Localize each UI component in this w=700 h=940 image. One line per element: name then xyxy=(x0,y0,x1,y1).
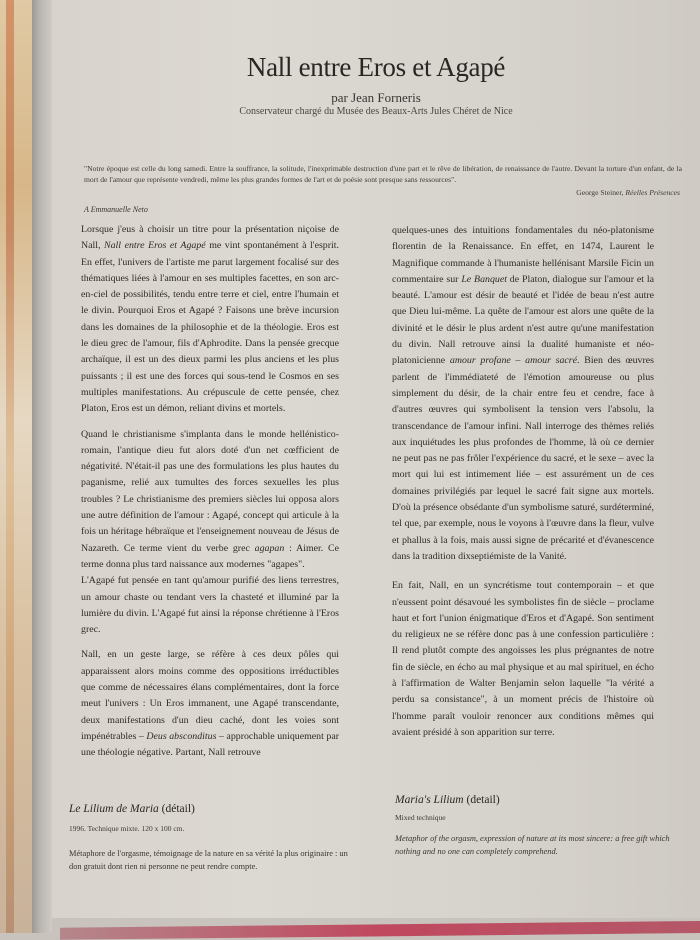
caption-text-fr: Métaphore de l'orgasme, témoignage de la nature en sa vérité la plus originaire : un don gratuit dont rien ni personne ne peut rendre compte. xyxy=(69,849,348,871)
adjacent-page-artwork xyxy=(0,0,32,933)
paragraph xyxy=(392,223,654,565)
text-run: de Platon, dialogue sur l'amour et la beauté. L'amour est désir de beauté et l'idée de beau n'est autre que Dieu lui-même. La quête de l'amour est alors une quête de la divinité et le désir le plus ardent n'est autre qu'une manifestation du divin. Nall retrouve ainsi la dualité humaniste et néo-platonicienne xyxy=(392,273,654,367)
caption-title-fr xyxy=(69,803,195,815)
epigraph-work: Réelles Présences xyxy=(625,188,680,197)
text-run: me vint spontanément à l'esprit. En effet, l'univers de l'artiste me parut largement focalisé sur des thématiques liées à l'amour en ses multiples facettes, en son arc-en-ciel de possibilités, tendu entre terre et ciel, entre l'humain et le divin. Pourquoi Eros et Agapé ? Faisons une brève incursion dans les domaines de la philosophie et de la théologie. Eros est le dieu grec de l'amour, fils d'Aphrodite. Dans la pensée grecque archaïque, il est un des dieux parmi les plus anciens et les plus puissants ; il est une des forces qui sous-tend le Cosmos en ses multiples manifestations. Au crépuscule de cette pensée, chez Platon, Eros est un démon, reliant divins et mortels. xyxy=(81,240,339,415)
paragraph xyxy=(81,647,339,761)
artwork-title: Maria's Lilium xyxy=(395,794,464,806)
text-run: quelques-unes des intuitions fondamentales du néo-platonisme florentin de la Renaissance. En effet, en 1474, Laurent le Magnifique commande à l'humaniste hellénisant Marsile Ficin un commentaire sur xyxy=(392,225,654,285)
epigraph-source xyxy=(576,188,680,197)
article-title: Nall entre Eros et Agapé xyxy=(246,52,506,82)
right-text-column xyxy=(392,223,654,750)
italic-term: amour profane – amour sacré xyxy=(449,355,578,367)
paragraph: L'Agapé fut pensée en tant qu'amour purifié des liens terrestres, un amour chaste ou tendant vers la chasteté et illuminé par la lumière du divin. L'Agapé fut ainsi la réponse chrétienne à l'Eros grec. xyxy=(81,575,339,636)
dedication: A Emmanuelle Neto xyxy=(84,205,148,214)
italic-term: agapan xyxy=(254,542,285,554)
caption-text-en: Metaphor of the orgasm, expression of nature at its most sincere: a free gift which nothing and no one can completely comprehend. xyxy=(395,834,670,856)
text-run: . Bien des œuvres parlent de l'immédiateté de l'émotion amoureuse ou plus simplement du désir, de la chair entre feu et cendre, face à d'autres œuvres qui symbolisent la tension vers l'absolu, la transcendance de l'amour infini. Nall interroge des thèmes reliés aux inquiétudes les plus profondes de l'homme, là où ce dernier ne peut pas ne pas frôler l'expérience du sacré, et le sexe – avec la mort qui lui est intimement liée – est assurément un de ces domaines privilégiés par lequel le sacré fait signe aux mortels. D'où la présence obsédante d'un symbolisme saturé, surdéterminé, tel que, par exemple, nous le voyons à l'œuvre dans la fleur, vulve et phallus à la fois, mais aussi signe de précarité et d'évanescence dans la tradition dixseptiémiste de la Vanité. xyxy=(392,355,654,562)
book-page xyxy=(52,0,700,918)
text-run: Quand le christianisme s'implanta dans le monde hellénistico-romain, l'antique dieu fut alors doté d'un net cœfficient de négativité. N'était-il pas une des formulations les plus hautes du paganisme, relié aux tumultes des forces sexuelles les plus troubles ? Le christianisme des premiers siècles lui opposa alors une autre définition de l'amour : Agapé, concept qui articule à la fois un héritage hébraïque et l'enseignement nouveau de Jésus de Nazareth. Ce terme vient du verbe grec xyxy=(81,428,339,554)
table-edge xyxy=(60,921,700,940)
artwork-title: Le Lilium de Maria xyxy=(69,803,159,815)
caption-details-fr: 1996. Technique mixte. 120 x 100 cm. xyxy=(69,824,185,833)
caption-title-en xyxy=(395,794,500,806)
epigraph-quote: "Notre époque est celle du long samedi. Entre la souffrance, la solitude, l'inexprimable destruction d'une part et le rêve de libération, de renaissance de l'autre. Devant la torture d'un enfant, de la mort de l'amour que représente vendredi, même les plus grandes formes de l'art et de poésie sont presque sans ressources". xyxy=(84,164,682,184)
article-byline: par Jean Forneris xyxy=(331,90,421,105)
paragraph: En fait, Nall, en un syncrétisme tout contemporain – et que n'eussent point désavoué les symbolistes fin de siècle – proclame haut et fort l'union énigmatique d'Eros et d'Agapé. Son sentiment du religieux ne se réfère donc pas à une confession particulière : Il rend plutôt compte des angoisses les plus prégnantes de notre fin de siècle, en écho au mal physique et au mal spirituel, en écho à l'affirmation de Walter Benjamin selon laquelle "la vérité a perdu sa consistance", à un moment précis de l'histoire où l'homme paraît vouloir renoncer aux conditions mêmes qui avaient présidé à son apparition sur terre. xyxy=(392,580,654,738)
text-run: – approchable uniquement par une théologie négative. Partant, Nall retrouve xyxy=(81,730,339,759)
left-text-column xyxy=(81,222,339,771)
italic-title: Le Banquet xyxy=(461,273,507,285)
caption-details-en: Mixed technique xyxy=(395,813,446,822)
paragraph xyxy=(81,427,339,574)
italic-title: Nall entre Eros et Agapé xyxy=(104,240,206,252)
text-run: (détail) xyxy=(158,803,195,815)
epigraph-author: George Steiner, xyxy=(576,188,624,197)
text-run: (detail) xyxy=(463,794,500,806)
book-spine-gutter xyxy=(32,0,52,933)
text-run: Lorsque j'eus à choisir un titre pour la présentation niçoise de Nall, xyxy=(81,224,339,252)
author-affiliation: Conservateur chargé du Musée des Beaux-Arts Jules Chéret de Nice xyxy=(239,106,513,117)
text-run: Nall, en un geste large, se réfère à ces deux pôles qui apparaissent alors moins comme des oppositions irréductibles que comme de nécessaires élans complémentaires, dont la force meut l'univers : Un Eros immanent, une Agapé transcendante, deux manifestations d'un dieu caché, dont les voies sont impénétrables – xyxy=(81,649,339,742)
text-run: : Aimer. Ce terme donna plus tard naissance aux modernes "agapes". xyxy=(81,542,340,570)
italic-term: Deus absconditus xyxy=(146,730,217,742)
paragraph xyxy=(81,222,339,418)
